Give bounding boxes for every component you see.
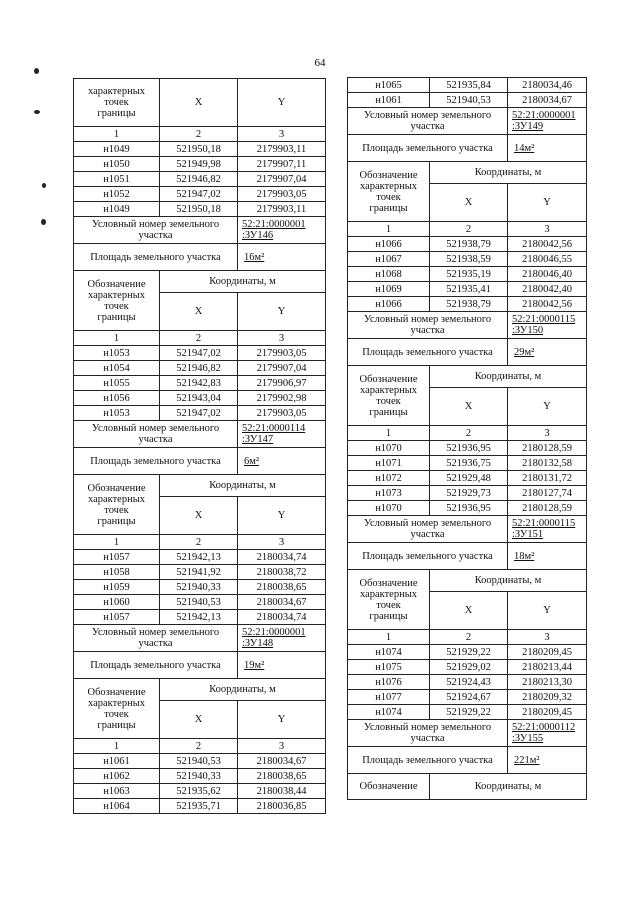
scan-speck bbox=[34, 110, 40, 114]
coord-y: 2180213,30 bbox=[508, 675, 587, 690]
coord-x: 521936,95 bbox=[430, 441, 508, 456]
header-label-line: точек bbox=[376, 599, 401, 611]
parcel-area-label: Площадь земельного участка bbox=[348, 747, 508, 774]
point-row bbox=[348, 660, 587, 675]
point-id: н1049 bbox=[74, 202, 160, 217]
index-1: 1 bbox=[74, 535, 160, 550]
column-index-row bbox=[74, 331, 326, 346]
parcel-area-value: 6м² bbox=[238, 448, 326, 475]
header-label-line: характерных bbox=[359, 384, 418, 396]
point-designation-header bbox=[348, 162, 430, 222]
coord-x: 521935,62 bbox=[160, 784, 238, 799]
coordinates-table-left bbox=[73, 78, 326, 814]
coord-y: 2180209,45 bbox=[508, 705, 587, 720]
coord-y: 2179906,97 bbox=[238, 376, 326, 391]
parcel-number-value: 52:21:0000115 :ЗУ150 bbox=[508, 312, 587, 339]
header-label-line: точек bbox=[104, 300, 129, 312]
point-row bbox=[348, 486, 587, 501]
coordinates-header: Координаты, м bbox=[430, 774, 587, 800]
parcel-area-label: Площадь земельного участка bbox=[74, 652, 238, 679]
point-id: н1075 bbox=[348, 660, 430, 675]
coord-x: 521940,53 bbox=[430, 93, 508, 108]
coord-y: 2180042,56 bbox=[508, 297, 587, 312]
parcel-area-row bbox=[74, 652, 326, 679]
coord-y: 2180046,40 bbox=[508, 267, 587, 282]
point-row bbox=[348, 93, 587, 108]
header-label-line: границы bbox=[369, 202, 408, 214]
index-2: 2 bbox=[160, 331, 238, 346]
point-id: н1071 bbox=[348, 456, 430, 471]
coord-y: 2180034,46 bbox=[508, 78, 587, 93]
coord-y: 2180209,32 bbox=[508, 690, 587, 705]
coord-y: 2179903,05 bbox=[238, 346, 326, 361]
coordinates-header: Координаты, м bbox=[430, 570, 587, 592]
point-id: н1057 bbox=[74, 550, 160, 565]
scan-speck bbox=[42, 183, 46, 188]
coordinates-header: Координаты, м bbox=[430, 366, 587, 388]
x-header: X bbox=[160, 497, 238, 535]
index-3: 3 bbox=[238, 331, 326, 346]
coord-x: 521929,73 bbox=[430, 486, 508, 501]
index-1: 1 bbox=[74, 739, 160, 754]
point-row bbox=[74, 595, 326, 610]
parcel-number-value: 52:21:0000001 :ЗУ146 bbox=[238, 217, 326, 244]
point-id: н1060 bbox=[74, 595, 160, 610]
point-row bbox=[74, 784, 326, 799]
coord-x: 521936,95 bbox=[430, 501, 508, 516]
coord-x: 521940,33 bbox=[160, 580, 238, 595]
index-2: 2 bbox=[160, 127, 238, 142]
point-designation-header: Обозначение bbox=[348, 774, 430, 800]
parcel-area-value: 14м² bbox=[508, 135, 587, 162]
point-id: н1067 bbox=[348, 252, 430, 267]
parcel-area-label: Площадь земельного участка bbox=[348, 543, 508, 570]
y-header: Y bbox=[508, 592, 587, 630]
parcel-number-value: 52:21:0000114 :ЗУ147 bbox=[238, 421, 326, 448]
coord-x: 521938,59 bbox=[430, 252, 508, 267]
coord-y: 2179903,11 bbox=[238, 202, 326, 217]
parcel-number-row bbox=[348, 720, 587, 747]
point-row bbox=[348, 675, 587, 690]
point-id: н1065 bbox=[348, 78, 430, 93]
parcel-area-value: 16м² bbox=[238, 244, 326, 271]
coord-y: 2180034,67 bbox=[508, 93, 587, 108]
point-id: н1073 bbox=[348, 486, 430, 501]
scan-speck bbox=[34, 68, 39, 74]
point-id: н1069 bbox=[348, 282, 430, 297]
point-row bbox=[348, 501, 587, 516]
coord-x: 521940,33 bbox=[160, 769, 238, 784]
point-id: н1074 bbox=[348, 645, 430, 660]
point-id: н1053 bbox=[74, 406, 160, 421]
point-id: н1074 bbox=[348, 705, 430, 720]
parcel-number-label: Условный номер земельного участка bbox=[74, 217, 238, 244]
point-row bbox=[74, 361, 326, 376]
parcel-number-row bbox=[348, 516, 587, 543]
coord-x: 521940,53 bbox=[160, 754, 238, 769]
column-index-row bbox=[348, 630, 587, 645]
point-row bbox=[348, 705, 587, 720]
point-id: н1070 bbox=[348, 501, 430, 516]
point-designation-header bbox=[74, 475, 160, 535]
point-id: н1052 bbox=[74, 187, 160, 202]
header-label-line: Обозначение bbox=[359, 373, 418, 385]
coord-y: 2180034,67 bbox=[238, 595, 326, 610]
coord-y: 2180038,65 bbox=[238, 769, 326, 784]
x-header: X bbox=[160, 701, 238, 739]
index-2: 2 bbox=[430, 222, 508, 237]
index-2: 2 bbox=[430, 426, 508, 441]
column-index-row bbox=[348, 222, 587, 237]
point-row bbox=[74, 157, 326, 172]
point-row bbox=[74, 769, 326, 784]
coord-y: 2179907,04 bbox=[238, 172, 326, 187]
coord-y: 2180042,56 bbox=[508, 237, 587, 252]
coordinates-header: Координаты, м bbox=[160, 475, 326, 497]
coord-y: 2179907,11 bbox=[238, 157, 326, 172]
point-row bbox=[348, 78, 587, 93]
coord-x: 521947,02 bbox=[160, 406, 238, 421]
x-header: X bbox=[430, 388, 508, 426]
table-header-row bbox=[74, 271, 326, 293]
point-id: н1066 bbox=[348, 297, 430, 312]
coord-y: 2180038,72 bbox=[238, 565, 326, 580]
index-3: 3 bbox=[238, 535, 326, 550]
parcel-number-label: Условный номер земельного участка bbox=[74, 625, 238, 652]
parcel-area-label: Площадь земельного участка bbox=[74, 244, 238, 271]
header-label-line: границы bbox=[97, 311, 136, 323]
coord-x: 521946,82 bbox=[160, 361, 238, 376]
coord-y: 2180046,55 bbox=[508, 252, 587, 267]
coord-x: 521936,75 bbox=[430, 456, 508, 471]
point-row bbox=[74, 391, 326, 406]
coord-x: 521935,41 bbox=[430, 282, 508, 297]
point-row bbox=[74, 754, 326, 769]
coord-x: 521947,02 bbox=[160, 187, 238, 202]
point-id: н1049 bbox=[74, 142, 160, 157]
header-label-line: точек bbox=[104, 504, 129, 516]
coord-x: 521941,92 bbox=[160, 565, 238, 580]
point-row bbox=[74, 565, 326, 580]
coord-y: 2179903,05 bbox=[238, 406, 326, 421]
parcel-area-row bbox=[74, 448, 326, 475]
coord-x: 521929,48 bbox=[430, 471, 508, 486]
header-label-line: точек bbox=[376, 395, 401, 407]
coord-x: 521929,02 bbox=[430, 660, 508, 675]
header-label-line: Обозначение bbox=[87, 278, 146, 290]
point-id: н1064 bbox=[74, 799, 160, 814]
index-3: 3 bbox=[508, 426, 587, 441]
point-id: н1068 bbox=[348, 267, 430, 282]
header-label-line: характерных bbox=[359, 180, 418, 192]
parcel-area-row bbox=[74, 244, 326, 271]
point-row bbox=[348, 645, 587, 660]
index-2: 2 bbox=[160, 739, 238, 754]
point-id: н1062 bbox=[74, 769, 160, 784]
coord-x: 521940,53 bbox=[160, 595, 238, 610]
point-id: н1050 bbox=[74, 157, 160, 172]
point-id: н1076 bbox=[348, 675, 430, 690]
header-label-line: точек bbox=[104, 97, 129, 108]
parcel-area-label: Площадь земельного участка bbox=[74, 448, 238, 475]
header-label-line: Обозначение bbox=[87, 686, 146, 698]
parcel-number-row bbox=[348, 312, 587, 339]
point-id: н1061 bbox=[74, 754, 160, 769]
point-row bbox=[74, 406, 326, 421]
point-row bbox=[74, 799, 326, 814]
header-label-line: Обозначение bbox=[359, 577, 418, 589]
coord-x: 521946,82 bbox=[160, 172, 238, 187]
point-id: н1055 bbox=[74, 376, 160, 391]
coord-y: 2180128,59 bbox=[508, 441, 587, 456]
coord-y: 2179907,04 bbox=[238, 361, 326, 376]
parcel-number-label: Условный номер земельного участка bbox=[348, 108, 508, 135]
index-2: 2 bbox=[430, 630, 508, 645]
header-label-line: границы bbox=[97, 719, 136, 731]
header-label-line: границы bbox=[97, 515, 136, 527]
point-row bbox=[74, 580, 326, 595]
index-1: 1 bbox=[348, 426, 430, 441]
point-row bbox=[74, 346, 326, 361]
left-coordinates-column bbox=[73, 78, 325, 814]
point-row bbox=[74, 142, 326, 157]
point-id: н1066 bbox=[348, 237, 430, 252]
header-label-line: характерных bbox=[359, 588, 418, 600]
point-row bbox=[74, 172, 326, 187]
coord-x: 521942,13 bbox=[160, 610, 238, 625]
point-id: н1077 bbox=[348, 690, 430, 705]
coord-x: 521938,79 bbox=[430, 237, 508, 252]
parcel-area-row bbox=[348, 747, 587, 774]
parcel-number-row bbox=[74, 421, 326, 448]
column-index-row bbox=[74, 127, 326, 142]
index-1: 1 bbox=[74, 331, 160, 346]
coord-x: 521924,43 bbox=[430, 675, 508, 690]
y-header: Y bbox=[508, 184, 587, 222]
header-label-line: характерных bbox=[87, 289, 146, 301]
header-label-line: Обозначение bbox=[359, 169, 418, 181]
column-index-row bbox=[74, 535, 326, 550]
coord-x: 521929,22 bbox=[430, 705, 508, 720]
coord-x: 521950,18 bbox=[160, 142, 238, 157]
parcel-number-value: 52:21:0000112 :ЗУ155 bbox=[508, 720, 587, 747]
coord-y: 2180038,44 bbox=[238, 784, 326, 799]
coord-x: 521929,22 bbox=[430, 645, 508, 660]
parcel-number-value: 52:21:0000001 :ЗУ149 bbox=[508, 108, 587, 135]
point-designation-header bbox=[348, 570, 430, 630]
header-label-line: характерных bbox=[87, 86, 146, 97]
index-3: 3 bbox=[508, 630, 587, 645]
point-id: н1063 bbox=[74, 784, 160, 799]
coord-x: 521942,83 bbox=[160, 376, 238, 391]
parcel-number-label: Условный номер земельного участка bbox=[74, 421, 238, 448]
header-label-line: границы bbox=[369, 610, 408, 622]
header-label-line: границы bbox=[97, 108, 136, 119]
parcel-area-label: Площадь земельного участка bbox=[348, 339, 508, 366]
coordinates-table-right bbox=[347, 77, 587, 800]
y-header: Y bbox=[508, 388, 587, 426]
coord-y: 2180042,40 bbox=[508, 282, 587, 297]
point-designation-header bbox=[74, 271, 160, 331]
coord-y: 2179902,98 bbox=[238, 391, 326, 406]
index-3: 3 bbox=[238, 739, 326, 754]
parcel-number-row bbox=[348, 108, 587, 135]
coord-y: 2180128,59 bbox=[508, 501, 587, 516]
right-coordinates-column bbox=[347, 77, 586, 800]
parcel-area-value: 18м² bbox=[508, 543, 587, 570]
point-id: н1057 bbox=[74, 610, 160, 625]
point-id: н1072 bbox=[348, 471, 430, 486]
coord-x: 521935,84 bbox=[430, 78, 508, 93]
parcel-number-value: 52:21:0000001 :ЗУ148 bbox=[238, 625, 326, 652]
coord-x: 521924,67 bbox=[430, 690, 508, 705]
point-row bbox=[348, 237, 587, 252]
coord-y: 2180132,58 bbox=[508, 456, 587, 471]
coordinates-header: Координаты, м bbox=[160, 271, 326, 293]
x-header: X bbox=[160, 293, 238, 331]
parcel-area-row bbox=[348, 543, 587, 570]
point-row bbox=[74, 202, 326, 217]
header-label-line: точек bbox=[376, 191, 401, 203]
point-row bbox=[348, 471, 587, 486]
index-3: 3 bbox=[238, 127, 326, 142]
table-header-row bbox=[74, 679, 326, 701]
coord-y: 2180034,67 bbox=[238, 754, 326, 769]
index-2: 2 bbox=[160, 535, 238, 550]
coordinates-header: Координаты, м bbox=[430, 162, 587, 184]
coord-y: 2180209,45 bbox=[508, 645, 587, 660]
coordinates-header: Координаты, м bbox=[160, 679, 326, 701]
y-header: Y bbox=[238, 79, 326, 127]
coord-x: 521935,71 bbox=[160, 799, 238, 814]
point-designation-header bbox=[348, 366, 430, 426]
coord-y: 2180213,44 bbox=[508, 660, 587, 675]
x-header: X bbox=[430, 592, 508, 630]
parcel-area-value: 221м² bbox=[508, 747, 587, 774]
point-row bbox=[74, 610, 326, 625]
point-row bbox=[348, 690, 587, 705]
point-designation-header bbox=[74, 79, 160, 127]
point-row bbox=[348, 267, 587, 282]
header-label-line: характерных bbox=[87, 697, 146, 709]
coord-x: 521942,13 bbox=[160, 550, 238, 565]
table-header-row bbox=[74, 475, 326, 497]
point-row bbox=[348, 252, 587, 267]
header-label-line: характерных bbox=[87, 493, 146, 505]
coord-x: 521950,18 bbox=[160, 202, 238, 217]
table-header-row bbox=[74, 79, 326, 127]
column-index-row bbox=[74, 739, 326, 754]
parcel-number-label: Условный номер земельного участка bbox=[348, 516, 508, 543]
coord-x: 521935,19 bbox=[430, 267, 508, 282]
coord-x: 521938,79 bbox=[430, 297, 508, 312]
coord-y: 2180127,74 bbox=[508, 486, 587, 501]
index-1: 1 bbox=[348, 222, 430, 237]
header-label-line: точек bbox=[104, 708, 129, 720]
coord-y: 2179903,11 bbox=[238, 142, 326, 157]
index-1: 1 bbox=[348, 630, 430, 645]
parcel-area-row bbox=[348, 339, 587, 366]
point-row bbox=[74, 187, 326, 202]
point-id: н1061 bbox=[348, 93, 430, 108]
scan-speck bbox=[41, 219, 46, 225]
point-row bbox=[74, 376, 326, 391]
point-id: н1051 bbox=[74, 172, 160, 187]
coord-y: 2180131,72 bbox=[508, 471, 587, 486]
parcel-area-row bbox=[348, 135, 587, 162]
parcel-area-value: 29м² bbox=[508, 339, 587, 366]
coord-y: 2180034,74 bbox=[238, 550, 326, 565]
coord-x: 521949,98 bbox=[160, 157, 238, 172]
point-id: н1053 bbox=[74, 346, 160, 361]
x-header: X bbox=[430, 184, 508, 222]
coord-y: 2180038,65 bbox=[238, 580, 326, 595]
header-label-line: границы bbox=[369, 406, 408, 418]
index-3: 3 bbox=[508, 222, 587, 237]
parcel-area-value: 19м² bbox=[238, 652, 326, 679]
table-header-row bbox=[348, 570, 587, 592]
table-header-row bbox=[348, 774, 587, 800]
point-id: н1054 bbox=[74, 361, 160, 376]
y-header: Y bbox=[238, 293, 326, 331]
coord-x: 521947,02 bbox=[160, 346, 238, 361]
table-header-row bbox=[348, 162, 587, 184]
column-index-row bbox=[348, 426, 587, 441]
parcel-number-value: 52:21:0000115 :ЗУ151 bbox=[508, 516, 587, 543]
coord-y: 2180034,74 bbox=[238, 610, 326, 625]
point-row bbox=[74, 550, 326, 565]
x-header: X bbox=[160, 79, 238, 127]
coord-x: 521943,04 bbox=[160, 391, 238, 406]
index-1: 1 bbox=[74, 127, 160, 142]
parcel-number-label: Условный номер земельного участка bbox=[348, 312, 508, 339]
header-label-line: Обозначение bbox=[87, 482, 146, 494]
point-id: н1070 bbox=[348, 441, 430, 456]
point-designation-header bbox=[74, 679, 160, 739]
page-number: 64 bbox=[314, 57, 326, 69]
y-header: Y bbox=[238, 701, 326, 739]
coord-y: 2179903,05 bbox=[238, 187, 326, 202]
parcel-number-row bbox=[74, 625, 326, 652]
parcel-area-label: Площадь земельного участка bbox=[348, 135, 508, 162]
parcel-number-label: Условный номер земельного участка bbox=[348, 720, 508, 747]
point-row bbox=[348, 282, 587, 297]
point-id: н1059 bbox=[74, 580, 160, 595]
point-row bbox=[348, 297, 587, 312]
point-row bbox=[348, 441, 587, 456]
table-header-row bbox=[348, 366, 587, 388]
point-row bbox=[348, 456, 587, 471]
parcel-number-row bbox=[74, 217, 326, 244]
coord-y: 2180036,85 bbox=[238, 799, 326, 814]
point-id: н1056 bbox=[74, 391, 160, 406]
y-header: Y bbox=[238, 497, 326, 535]
point-id: н1058 bbox=[74, 565, 160, 580]
